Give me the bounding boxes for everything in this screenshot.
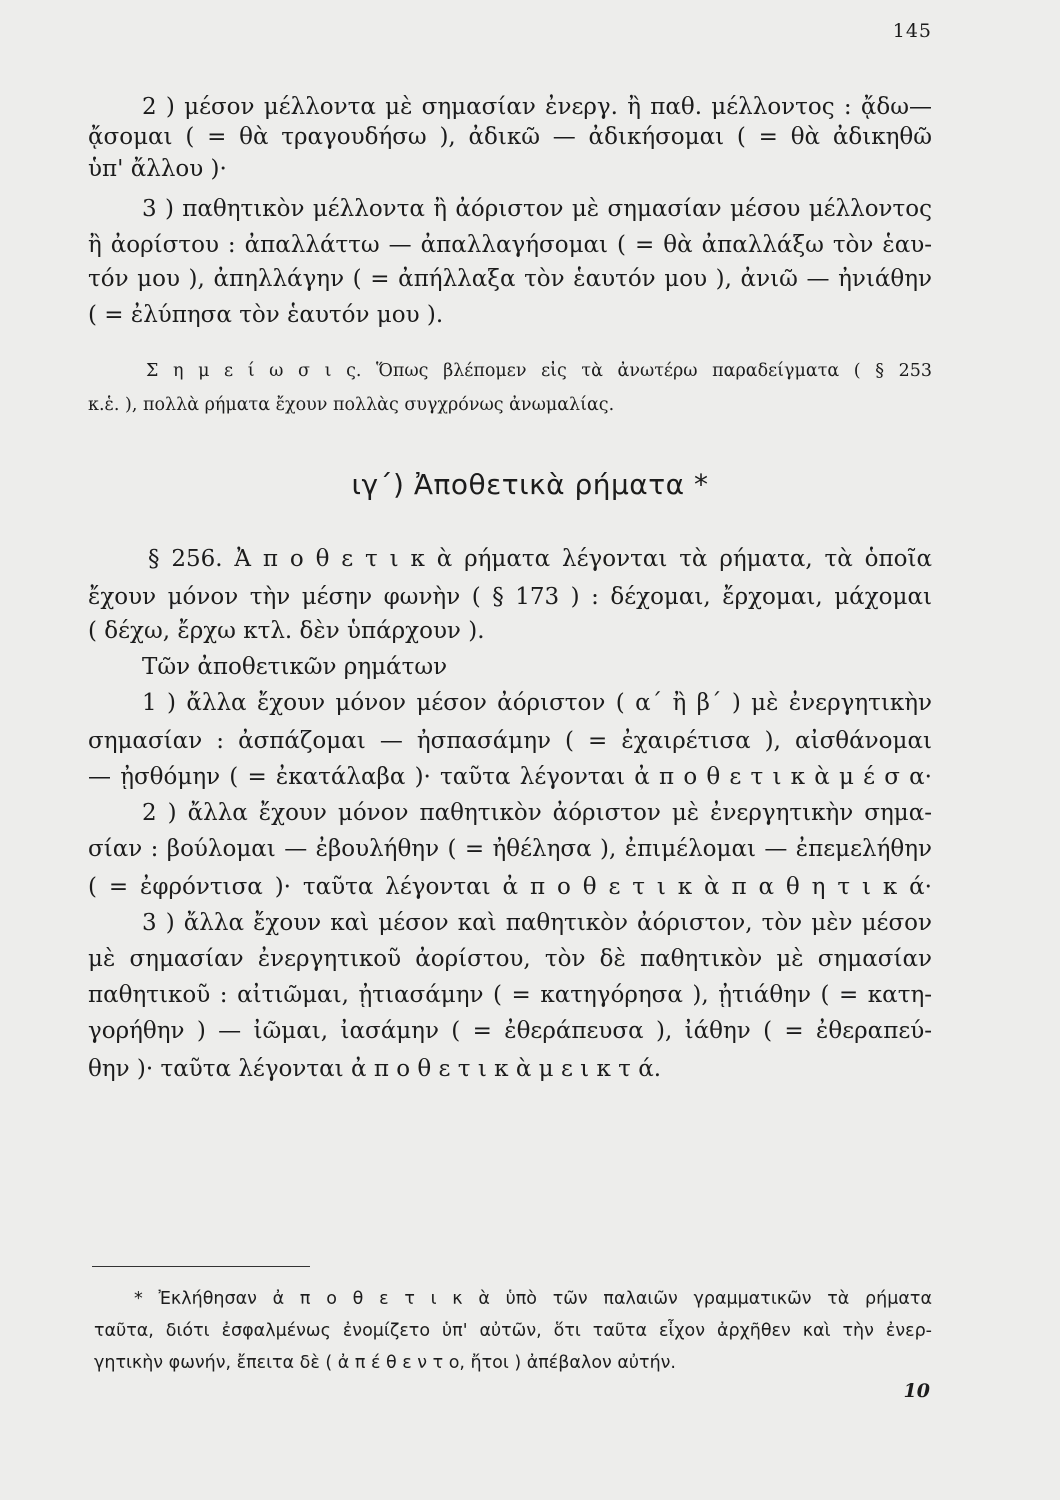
text-line: ( = ἐλύπησα τὸν ἑαυτόν μου ). <box>88 302 444 328</box>
footnote-line: γητικὴν φωνήν, ἔπειτα δὲ ( ἀ π έ θ ε ν τ ο, ἤτοι ) ἀπέβαλον αὐτήν. <box>94 1353 676 1373</box>
section-heading: ιγ΄) Ἀποθετικὰ ρήματα * <box>351 468 709 501</box>
text-line: 3 ) ἄλλα ἔχουν καὶ μέσον καὶ παθητικὸν ἀόριστον, τὸν μὲν μέσον <box>142 910 932 936</box>
text-line: ( δέχω, ἔρχω κτλ. δὲν ὑπάρχουν ). <box>88 618 485 644</box>
page-number: 145 <box>892 20 932 42</box>
text-line: σημασίαν : ἀσπάζομαι — ἠσπασάμην ( = ἐχαιρέτισα ), αἰσθάνομαι <box>88 728 932 754</box>
note-line: κ.ἑ. ), πολλὰ ρήματα ἔχουν πολλὰς συγχρόνως ἀνωμαλίας. <box>88 395 615 415</box>
text-line: ὑπ' ἄλλου )· <box>88 156 227 182</box>
text-line: 2 ) ἄλλα ἔχουν μόνον παθητικὸν ἀόριστον μὲ ἐνεργητικὴν σημα- <box>142 800 932 826</box>
text-line: Τῶν ἀποθετικῶν ρημάτων <box>142 654 448 680</box>
footnote-line: ταῦτα, διότι ἐσφαλμένως ἐνομίζετο ὑπ' αὐτῶν, ὅτι ταῦτα εἶχον ἀρχῆθεν καὶ τὴν ἐνερ- <box>94 1321 932 1341</box>
text-line: σίαν : βούλομαι — ἐβουλήθην ( = ἠθέλησα ), ἐπιμέλομαι — ἐπεμελήθην <box>88 836 932 862</box>
text-line: ᾄσομαι ( = θὰ τραγουδήσω ), ἀδικῶ — ἀδικήσομαι ( = θὰ ἀδικηθῶ <box>88 124 932 150</box>
footnote-line: * Ἐκλήθησαν ἀ π ο θ ε τ ι κ ὰ ὑπὸ τῶν παλαιῶν γραμματικῶν τὰ ρήματα <box>134 1289 932 1309</box>
text-line: § 256. Ἀ π ο θ ε τ ι κ ὰ ρήματα λέγονται τὰ ρήματα, τὰ ὁποῖα <box>148 546 932 572</box>
text-line: ( = ἐφρόντισα )· ταῦτα λέγονται ἀ π ο θ ε τ ι κ ὰ π α θ η τ ι κ ά· <box>88 874 932 900</box>
text-line: τόν μου ), ἀπηλλάγην ( = ἀπήλλαξα τὸν ἑαυτόν μου ), ἀνιῶ — ἠνιάθην <box>88 266 932 292</box>
text-line: μὲ σημασίαν ἐνεργητικοῦ ἀορίστου, τὸν δὲ παθητικὸν μὲ σημασίαν <box>88 946 932 972</box>
text-line: παθητικοῦ : αἰτιῶμαι, ᾐτιασάμην ( = κατηγόρησα ), ᾐτιάθην ( = κατη- <box>88 982 932 1008</box>
text-line: 2 ) μέσον μέλλοντα μὲ σημασίαν ἐνεργ. ἢ παθ. μέλλοντος : ᾄδω— <box>142 94 932 120</box>
text-line: θην )· ταῦτα λέγονται ἀ π ο θ ε τ ι κ ὰ μ ε ι κ τ ά. <box>88 1056 662 1082</box>
signature-mark: 10 <box>903 1380 930 1402</box>
text-line: ἢ ἀορίστου : ἀπαλλάττω — ἀπαλλαγήσομαι ( = θὰ ἀπαλλάξω τὸν ἑαυ- <box>88 232 932 258</box>
text-line: 3 ) παθητικὸν μέλλοντα ἢ ἀόριστον μὲ σημασίαν μέσου μέλλοντος <box>142 196 932 222</box>
note-line: Σ η μ ε ί ω σ ι ς. Ὅπως βλέπομεν εἰς τὰ ἀνωτέρω παραδείγματα ( § 253 <box>146 361 932 381</box>
text-line: 1 ) ἄλλα ἔχουν μόνον μέσον ἀόριστον ( α΄ ἢ β΄ ) μὲ ἐνεργητικὴν <box>142 690 932 716</box>
text-line: γορήθην ) — ἰῶμαι, ἰασάμην ( = ἐθεράπευσα ), ἰάθην ( = ἐθεραπεύ- <box>88 1018 932 1044</box>
text-line: — ᾐσθόμην ( = ἐκατάλαβα )· ταῦτα λέγονται ἀ π ο θ ε τ ι κ ὰ μ έ σ α· <box>88 764 932 790</box>
footnote-divider <box>92 1266 310 1267</box>
text-line: ἔχουν μόνον τὴν μέσην φωνὴν ( § 173 ) : δέχομαι, ἔρχομαι, μάχομαι <box>88 584 932 610</box>
